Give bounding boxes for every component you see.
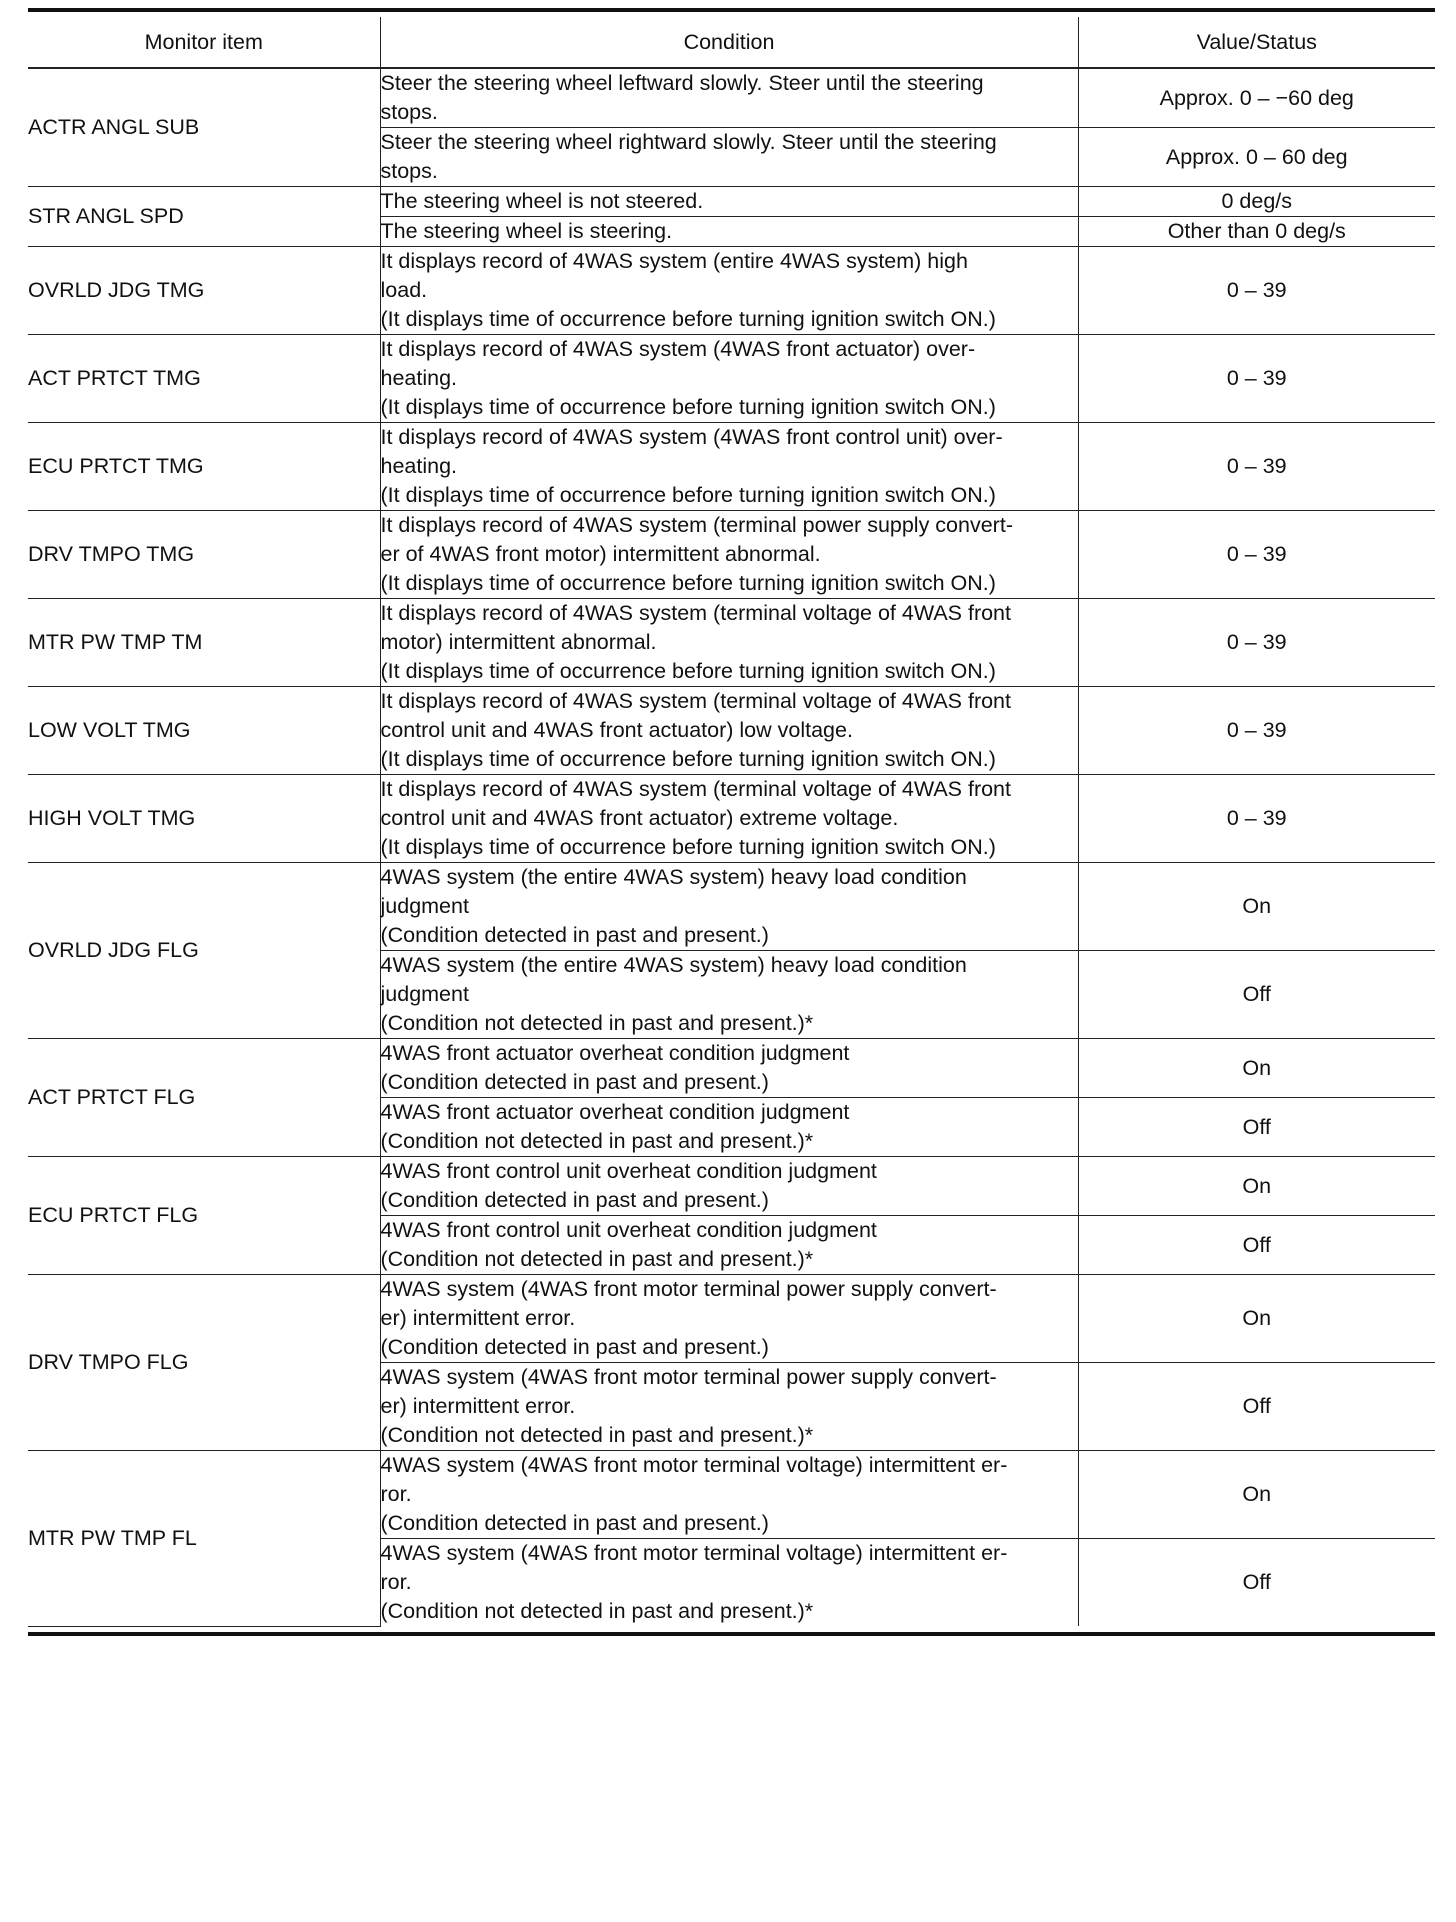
monitor-item-cell: ACT PRTCT TMG	[28, 335, 380, 423]
table-row	[28, 68, 1435, 128]
condition-cell	[380, 687, 1078, 775]
table-row	[28, 775, 1435, 863]
condition-line: (It displays time of occurrence before turning ignition switch ON.)	[380, 571, 996, 595]
table-row	[28, 187, 1435, 217]
table-row	[28, 863, 1435, 951]
condition-cell	[380, 187, 1078, 217]
monitor-item-cell: OVRLD JDG FLG	[28, 863, 380, 1039]
condition-line: (It displays time of occurrence before turning ignition switch ON.)	[380, 659, 996, 683]
condition-line: er of 4WAS front motor) intermittent abnormal.	[380, 542, 821, 566]
value-status-cell: Approx. 0 – 60 deg	[1078, 128, 1435, 187]
condition-cell	[380, 1363, 1078, 1451]
monitor-item-cell: ACTR ANGL SUB	[28, 68, 380, 187]
value-status-cell: On	[1078, 1451, 1435, 1539]
condition-cell	[380, 335, 1078, 423]
value-status-cell: On	[1078, 1039, 1435, 1098]
condition-cell	[380, 217, 1078, 247]
condition-cell	[380, 775, 1078, 863]
value-status-cell: 0 deg/s	[1078, 187, 1435, 217]
value-status-cell: Approx. 0 – −60 deg	[1078, 68, 1435, 128]
condition-line: 4WAS front control unit overheat condition judgment	[380, 1159, 877, 1183]
table-row	[28, 247, 1435, 335]
condition-line: 4WAS system (4WAS front motor terminal power supply convert-	[380, 1277, 997, 1301]
condition-line: It displays record of 4WAS system (entire 4WAS system) high	[380, 249, 968, 273]
table-row	[28, 423, 1435, 511]
value-status-cell: Off	[1078, 1216, 1435, 1275]
condition-line: It displays record of 4WAS system (4WAS front actuator) over-	[380, 337, 976, 361]
header-value-status: Value/Status	[1078, 17, 1435, 68]
condition-line: (Condition detected in past and present.)	[380, 923, 769, 947]
condition-line: motor) intermittent abnormal.	[380, 630, 657, 654]
monitor-item-cell: STR ANGL SPD	[28, 187, 380, 247]
condition-line: It displays record of 4WAS system (4WAS front control unit) over-	[380, 425, 1003, 449]
condition-cell	[380, 247, 1078, 335]
condition-line: heating.	[380, 454, 458, 478]
value-status-cell: 0 – 39	[1078, 247, 1435, 335]
table-row	[28, 511, 1435, 599]
monitor-item-cell: ECU PRTCT TMG	[28, 423, 380, 511]
table-body	[28, 68, 1435, 1626]
condition-line: judgment	[380, 982, 469, 1006]
monitor-item-cell: DRV TMPO TMG	[28, 511, 380, 599]
value-status-cell: Off	[1078, 1098, 1435, 1157]
condition-line: (It displays time of occurrence before turning ignition switch ON.)	[380, 747, 996, 771]
condition-line: It displays record of 4WAS system (terminal voltage of 4WAS front	[380, 689, 1011, 713]
condition-line: It displays record of 4WAS system (terminal voltage of 4WAS front	[380, 601, 1011, 625]
condition-line: (Condition not detected in past and present.)*	[380, 1247, 814, 1271]
condition-cell	[380, 423, 1078, 511]
value-status-cell: 0 – 39	[1078, 335, 1435, 423]
condition-cell	[380, 1039, 1078, 1098]
monitor-item-cell: OVRLD JDG TMG	[28, 247, 380, 335]
table-row	[28, 335, 1435, 423]
condition-line: (Condition detected in past and present.)	[380, 1511, 769, 1535]
condition-line: 4WAS system (the entire 4WAS system) heavy load condition	[380, 865, 967, 889]
monitor-item-cell: HIGH VOLT TMG	[28, 775, 380, 863]
table-row	[28, 1157, 1435, 1216]
condition-line: stops.	[380, 159, 438, 183]
condition-cell	[380, 1539, 1078, 1627]
condition-line: control unit and 4WAS front actuator) low voltage.	[380, 718, 853, 742]
monitor-item-cell: ACT PRTCT FLG	[28, 1039, 380, 1157]
condition-line: The steering wheel is not steered.	[380, 189, 704, 213]
value-status-cell: On	[1078, 863, 1435, 951]
value-status-cell: 0 – 39	[1078, 599, 1435, 687]
table-row	[28, 687, 1435, 775]
condition-line: 4WAS system (4WAS front motor terminal power supply convert-	[380, 1365, 997, 1389]
monitor-item-cell: MTR PW TMP TM	[28, 599, 380, 687]
header-condition: Condition	[380, 17, 1078, 68]
condition-cell	[380, 951, 1078, 1039]
condition-line: control unit and 4WAS front actuator) extreme voltage.	[380, 806, 899, 830]
condition-line: (Condition detected in past and present.)	[380, 1335, 769, 1359]
value-status-cell: 0 – 39	[1078, 687, 1435, 775]
monitor-item-cell: LOW VOLT TMG	[28, 687, 380, 775]
condition-line: judgment	[380, 894, 469, 918]
monitor-item-cell: DRV TMPO FLG	[28, 1275, 380, 1451]
condition-cell	[380, 1098, 1078, 1157]
condition-line: It displays record of 4WAS system (terminal voltage of 4WAS front	[380, 777, 1011, 801]
value-status-cell: On	[1078, 1157, 1435, 1216]
monitor-item-table	[28, 17, 1435, 1627]
condition-cell	[380, 863, 1078, 951]
condition-cell	[380, 128, 1078, 187]
condition-line: It displays record of 4WAS system (terminal power supply convert-	[380, 513, 1013, 537]
condition-line: 4WAS front control unit overheat condition judgment	[380, 1218, 877, 1242]
document-page	[28, 8, 1435, 1636]
value-status-cell: 0 – 39	[1078, 423, 1435, 511]
condition-cell	[380, 1275, 1078, 1363]
table-header-row	[28, 17, 1435, 68]
condition-line: (It displays time of occurrence before turning ignition switch ON.)	[380, 395, 996, 419]
table-row	[28, 1451, 1435, 1539]
table-row	[28, 1039, 1435, 1098]
condition-line: (Condition not detected in past and present.)*	[380, 1011, 814, 1035]
condition-line: Steer the steering wheel rightward slowly. Steer until the steering	[380, 130, 997, 154]
value-status-cell: Other than 0 deg/s	[1078, 217, 1435, 247]
condition-line: 4WAS front actuator overheat condition judgment	[380, 1041, 850, 1065]
condition-line: 4WAS system (4WAS front motor terminal voltage) intermittent er-	[380, 1541, 1008, 1565]
condition-line: (Condition not detected in past and present.)*	[380, 1423, 814, 1447]
condition-line: stops.	[380, 100, 438, 124]
condition-line: (It displays time of occurrence before turning ignition switch ON.)	[380, 307, 996, 331]
monitor-item-cell: MTR PW TMP FL	[28, 1451, 380, 1627]
condition-cell	[380, 1216, 1078, 1275]
condition-cell	[380, 1451, 1078, 1539]
condition-line: (It displays time of occurrence before turning ignition switch ON.)	[380, 835, 996, 859]
condition-cell	[380, 1157, 1078, 1216]
condition-line: (Condition not detected in past and present.)*	[380, 1599, 814, 1623]
condition-line: 4WAS front actuator overheat condition judgment	[380, 1100, 850, 1124]
condition-cell	[380, 68, 1078, 128]
value-status-cell: Off	[1078, 1363, 1435, 1451]
table-row	[28, 599, 1435, 687]
condition-line: (Condition detected in past and present.)	[380, 1188, 769, 1212]
condition-line: 4WAS system (the entire 4WAS system) heavy load condition	[380, 953, 967, 977]
condition-cell	[380, 511, 1078, 599]
table-row	[28, 1275, 1435, 1363]
monitor-item-cell: ECU PRTCT FLG	[28, 1157, 380, 1275]
bottom-rule	[28, 1632, 1435, 1636]
condition-line: heating.	[380, 366, 458, 390]
value-status-cell: On	[1078, 1275, 1435, 1363]
condition-line: er) intermittent error.	[380, 1306, 576, 1330]
condition-line: ror.	[380, 1482, 412, 1506]
value-status-cell: 0 – 39	[1078, 775, 1435, 863]
condition-line: (It displays time of occurrence before turning ignition switch ON.)	[380, 483, 996, 507]
condition-line: load.	[380, 278, 428, 302]
condition-cell	[380, 599, 1078, 687]
value-status-cell: Off	[1078, 951, 1435, 1039]
condition-line: (Condition not detected in past and present.)*	[380, 1129, 814, 1153]
value-status-cell: Off	[1078, 1539, 1435, 1627]
condition-line: The steering wheel is steering.	[380, 219, 673, 243]
condition-line: 4WAS system (4WAS front motor terminal voltage) intermittent er-	[380, 1453, 1008, 1477]
condition-line: ror.	[380, 1570, 412, 1594]
condition-line: er) intermittent error.	[380, 1394, 576, 1418]
header-monitor-item: Monitor item	[28, 17, 380, 68]
top-rule	[28, 8, 1435, 12]
value-status-cell: 0 – 39	[1078, 511, 1435, 599]
condition-line: (Condition detected in past and present.)	[380, 1070, 769, 1094]
condition-line: Steer the steering wheel leftward slowly. Steer until the steering	[380, 71, 984, 95]
